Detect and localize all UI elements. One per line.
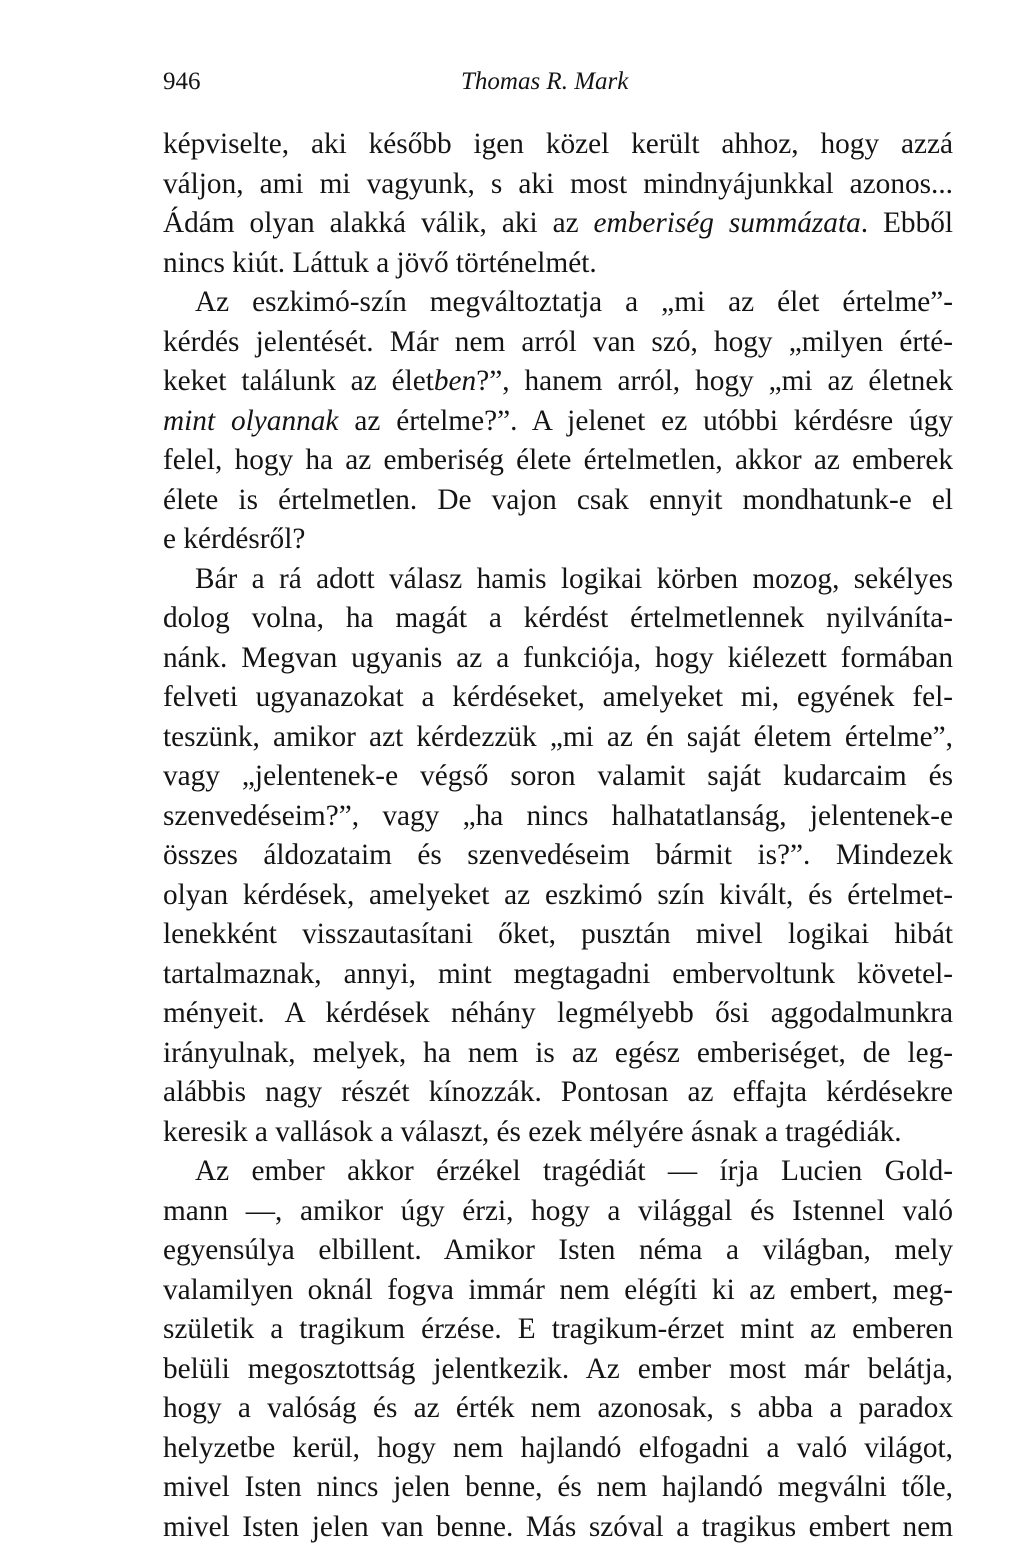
- text-line: [163, 283, 953, 323]
- text-segment: képviselte, aki később igen közel került ahhoz, hogy azzá: [163, 128, 953, 160]
- text-line: [163, 1192, 953, 1232]
- text-segment: váljon, ami mi vagyunk, s aki most mindnyájunkkal azonos...: [163, 168, 953, 200]
- text-line: [163, 1113, 953, 1153]
- text-line: [163, 362, 953, 402]
- text-segment: születik a tragikum érzése. E tragikum-érzet mint az emberen: [163, 1313, 953, 1345]
- text-segment: e kérdésről?: [163, 523, 305, 555]
- text-segment: keresik a vallások a választ, és ezek mélyére ásnak a tragédiák.: [163, 1116, 902, 1148]
- text-segment: ményeit. A kérdések néhány legmélyebb ősi aggodalmunkra: [163, 997, 953, 1029]
- text-line: [163, 1073, 953, 1113]
- text-line: [163, 797, 953, 837]
- text-segment: hogy a valóság és az érték nem azonosak, s abba a paradox: [163, 1392, 953, 1424]
- text-segment: lenekként visszautasítani őket, pusztán mivel logikai hibát: [163, 918, 953, 950]
- text-line: [163, 402, 953, 442]
- text-line: [163, 323, 953, 363]
- text-line: [163, 639, 953, 679]
- text-segment: Az ember akkor érzékel tragédiát — írja Lucien Gold-: [195, 1155, 953, 1187]
- text-line: [163, 876, 953, 916]
- text-line: [163, 1152, 953, 1192]
- body-text: [163, 125, 953, 1547]
- text-line: [163, 599, 953, 639]
- text-segment: irányulnak, melyek, ha nem is az egész emberiséget, de leg-: [163, 1037, 953, 1069]
- text-segment: nánk. Megvan ugyanis az a funkciója, hogy kiélezett formában: [163, 642, 953, 674]
- italic-text: mint olyannak: [163, 405, 338, 437]
- running-head: [163, 58, 953, 98]
- text-line: [163, 165, 953, 205]
- text-segment: tartalmaznak, annyi, mint megtagadni embervoltunk követel-: [163, 958, 953, 990]
- text-segment: helyzetbe kerül, hogy nem hajlandó elfogadni a való világot,: [163, 1432, 953, 1464]
- text-segment: élete is értelmetlen. De vajon csak ennyit mondhatunk-e el: [163, 484, 953, 516]
- text-line: [163, 1034, 953, 1074]
- italic-text: emberiség summázata: [594, 207, 861, 239]
- text-line: [163, 1231, 953, 1271]
- text-segment: ?”, hanem arról, hogy „mi az életnek: [476, 365, 953, 397]
- text-line: [163, 204, 953, 244]
- text-segment: Az eszkimó-szín megváltoztatja a „mi az élet értelme”-: [195, 286, 953, 318]
- text-segment: Ádám olyan alakká válik, aki az: [163, 207, 594, 239]
- text-line: [163, 1508, 953, 1547]
- text-line: [163, 1310, 953, 1350]
- text-segment: keket találunk az élet: [163, 365, 434, 397]
- text-line: [163, 1429, 953, 1469]
- text-segment: kérdés jelentését. Már nem arról van szó, hogy „milyen érté-: [163, 326, 953, 358]
- text-line: [163, 560, 953, 600]
- text-line: [163, 1350, 953, 1390]
- text-line: [163, 481, 953, 521]
- text-line: [163, 836, 953, 876]
- text-segment: szenvedéseim?”, vagy „ha nincs halhatatlanság, jelentenek-e: [163, 800, 953, 832]
- text-line: [163, 1271, 953, 1311]
- text-segment: az értelme?”. A jelenet ez utóbbi kérdésre úgy: [338, 405, 953, 437]
- text-line: [163, 1468, 953, 1508]
- text-segment: mann —, amikor úgy érzi, hogy a világgal és Istennel való: [163, 1195, 953, 1227]
- book-page: [163, 58, 953, 1547]
- text-segment: belüli megosztottság jelentkezik. Az ember most már belátja,: [163, 1353, 953, 1385]
- italic-text: ben: [434, 365, 476, 397]
- text-line: [163, 441, 953, 481]
- text-segment: dolog volna, ha magát a kérdést értelmetlennek nyilvánítа-: [163, 602, 953, 634]
- running-title: Thomas R. Mark: [461, 68, 628, 96]
- text-line: [163, 757, 953, 797]
- text-line: [163, 520, 953, 560]
- text-segment: teszünk, amikor azt kérdezzük „mi az én saját életem értelme”,: [163, 721, 953, 753]
- text-segment: nincs kiút. Láttuk a jövő történelmét.: [163, 247, 597, 279]
- text-segment: mivel Isten nincs jelen benne, és nem hajlandó megválni tőle,: [163, 1471, 953, 1503]
- text-line: [163, 125, 953, 165]
- text-segment: vagy „jelentenek-e végső soron valamit saját kudarcaim és: [163, 760, 953, 792]
- text-line: [163, 915, 953, 955]
- text-segment: mivel Isten jelen van benne. Más szóval a tragikus embert nem: [163, 1511, 953, 1543]
- text-segment: . Ebből: [861, 207, 953, 239]
- text-line: [163, 994, 953, 1034]
- text-line: [163, 718, 953, 758]
- text-segment: felel, hogy ha az emberiség élete értelmetlen, akkor az emberek: [163, 444, 953, 476]
- text-line: [163, 1389, 953, 1429]
- text-segment: felveti ugyanazokat a kérdéseket, amelyeket mi, egyének fel-: [163, 681, 953, 713]
- text-segment: Bár a rá adott válasz hamis logikai körben mozog, sekélyes: [195, 563, 953, 595]
- text-segment: valamilyen oknál fogva immár nem elégíti ki az embert, meg-: [163, 1274, 953, 1306]
- text-segment: alábbis nagy részét kínozzák. Pontosan az effajta kérdésekre: [163, 1076, 953, 1108]
- text-segment: összes áldozataim és szenvedéseim bármit is?”. Mindezek: [163, 839, 953, 871]
- text-line: [163, 244, 953, 284]
- text-segment: olyan kérdések, amelyeket az eszkimó szín kivált, és értelmet-: [163, 879, 953, 911]
- text-segment: egyensúlya elbillent. Amikor Isten néma a világban, mely: [163, 1234, 953, 1266]
- text-line: [163, 955, 953, 995]
- text-line: [163, 678, 953, 718]
- page-number: 946: [163, 68, 201, 96]
